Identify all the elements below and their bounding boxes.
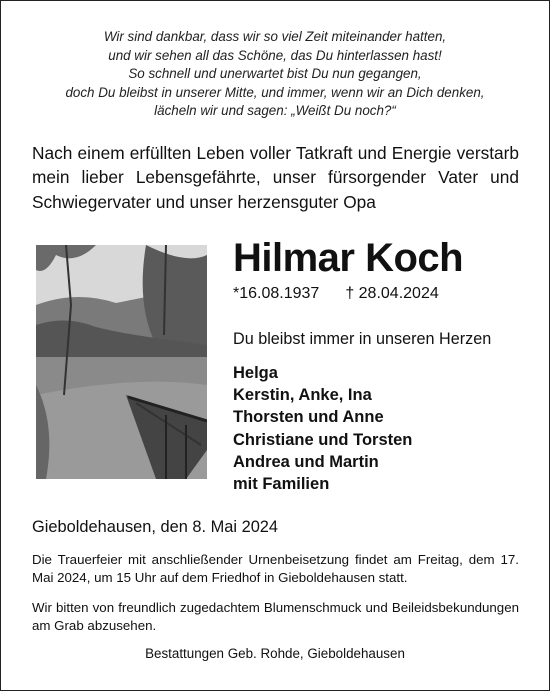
poem-line: lächeln wir und sagen: „Weißt Du noch?“	[154, 103, 396, 119]
birth-date: *16.08.1937	[233, 285, 320, 302]
memorial-line: Du bleibst immer in unseren Herzen	[233, 330, 492, 348]
mourner: Kerstin, Anke, Ina	[233, 386, 372, 405]
life-dates	[233, 285, 439, 303]
poem-line: So schnell und unerwartet bist Du nun gegangen,	[128, 66, 422, 82]
poem-line: und wir sehen all das Schöne, das Du hinterlassen hast!	[108, 47, 442, 63]
death-date: † 28.04.2024	[345, 285, 439, 302]
place-date: Gieboldehausen, den 8. Mai 2024	[32, 518, 279, 536]
poem-line: Wir sind dankbar, dass wir so viel Zeit miteinander hatten,	[103, 29, 447, 44]
poem-line: doch Du bleibst in unserer Mitte, und immer, wenn wir an Dich denken,	[65, 84, 485, 100]
deceased-name: Hilmar Koch	[233, 236, 464, 280]
flowers-note: Wir bitten von freundlich zugedachtem Blumenschmuck und Beileidsbekundungen am Grab abzusehen.	[32, 600, 519, 634]
mourner: mit Familien	[233, 475, 330, 494]
intro-text: Nach einem erfüllten Leben voller Tatkraft und Energie verstarb mein lieber Lebensgefährte, unser fürsorgender Vater und Schwiegervater und unser herzensguter Opa	[32, 143, 519, 212]
mourner: Helga	[233, 364, 278, 382]
undertaker: Bestattungen Geb. Rohde, Gieboldehausen	[145, 646, 405, 661]
mourners-list	[233, 362, 412, 495]
mourner: Thorsten und Anne	[233, 408, 384, 427]
poem	[0, 28, 550, 121]
lake-jetty-photo	[36, 245, 207, 479]
mourner: Christiane und Torsten	[233, 430, 413, 449]
mourner: Andrea und Martin	[233, 452, 379, 471]
funeral-note: Die Trauerfeier mit anschließender Urnenbeisetzung findet am Freitag, dem 17. Mai 2024, um 15 Uhr auf dem Friedhof in Gieboldehausen statt.	[32, 552, 519, 586]
